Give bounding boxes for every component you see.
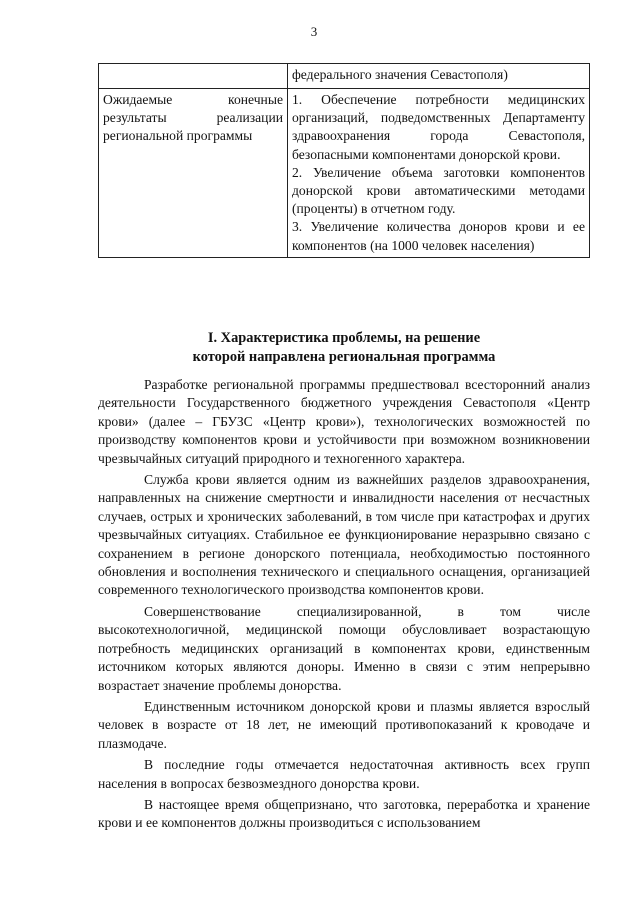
paragraph: В последние годы отмечается недостаточная активность всех групп населения в вопросах безвозмездного донорства крови. (98, 757, 590, 791)
paragraph: Служба крови является одним из важнейших разделов здравоохранения, направленных на снижение смертности и инвалидности населения от несчастных случаев, острых и хронических заболеваний, в том числе при катастрофах и других чрезвычайных ситуациях. Стабильное ее функционирование неразрывно связано с сохранением в регионе донорского потенциала, необходимостью постоянного обновления и восполнения технического и специального оснащения, организацией современного технологического производства компонентов крови. (98, 472, 590, 598)
paragraph: В настоящее время общепризнано, что заготовка, переработка и хранение крови и ее компонентов должны производиться с использованием (98, 796, 590, 831)
paragraph: Разработке региональной программы предшествовал всесторонний анализ деятельности Государственного бюджетного учреждения Севастополя «Центр крови» (далее – ГБУЗС «Центр крови»), технологических возможностей по производству компонентов крови и устойчивости при возможном возникновении чрезвычайных ситуаций природного и техногенного характера. (98, 377, 590, 466)
section-body (98, 376, 590, 836)
label-word: конечные (228, 92, 283, 107)
expected-results-label (99, 89, 288, 258)
section-heading (98, 329, 590, 367)
program-passport-table (98, 63, 590, 258)
table-cell-continuation: федерального значения Севастополя) (288, 64, 590, 89)
section-heading-line-1: I. Характеристика проблемы, на решение (207, 330, 481, 346)
table-cell-empty (99, 64, 288, 89)
label-line-1 (103, 91, 283, 109)
expected-results-value (288, 89, 590, 258)
table-row (99, 89, 590, 258)
label-line-3: региональной программы (103, 128, 253, 144)
section-heading-line-2: которой направлена региональная программа (192, 349, 496, 365)
label-word: реализации (216, 110, 283, 126)
page-number: 3 (310, 24, 318, 39)
result-item-3: 3. Увеличение количества доноров крови и ее компонентов (на 1000 человек населения) (292, 219, 585, 253)
label-word: Ожидаемые (103, 92, 173, 107)
paragraph: Совершенствование специализированной, в том числе высокотехнологичной, медицинской помощи обусловливает возрастающую потребность медицинских организаций в компонентах крови, единственным источником которых являются доноры. Именно в связи с этим непрерывно возрастает значение проблемы донорства. (98, 603, 590, 693)
paragraph: Единственным источником донорской крови и плазмы является взрослый человек в возрасте от 18 лет, не имеющий противопоказаний к кроводаче и плазмодаче. (98, 698, 590, 751)
result-item-2: 2. Увеличение объема заготовки компонентов донорской крови автоматическими методами (проценты) в отчетном году. (292, 164, 585, 217)
table-row (99, 64, 590, 89)
label-line-2 (103, 109, 283, 127)
result-item-1: 1. Обеспечение потребности медицинских организаций, подведомственных Департаменту здравоохранения города Севастополя, безопасными компонентами донорской крови. (292, 92, 585, 162)
label-word: результаты (103, 110, 167, 126)
